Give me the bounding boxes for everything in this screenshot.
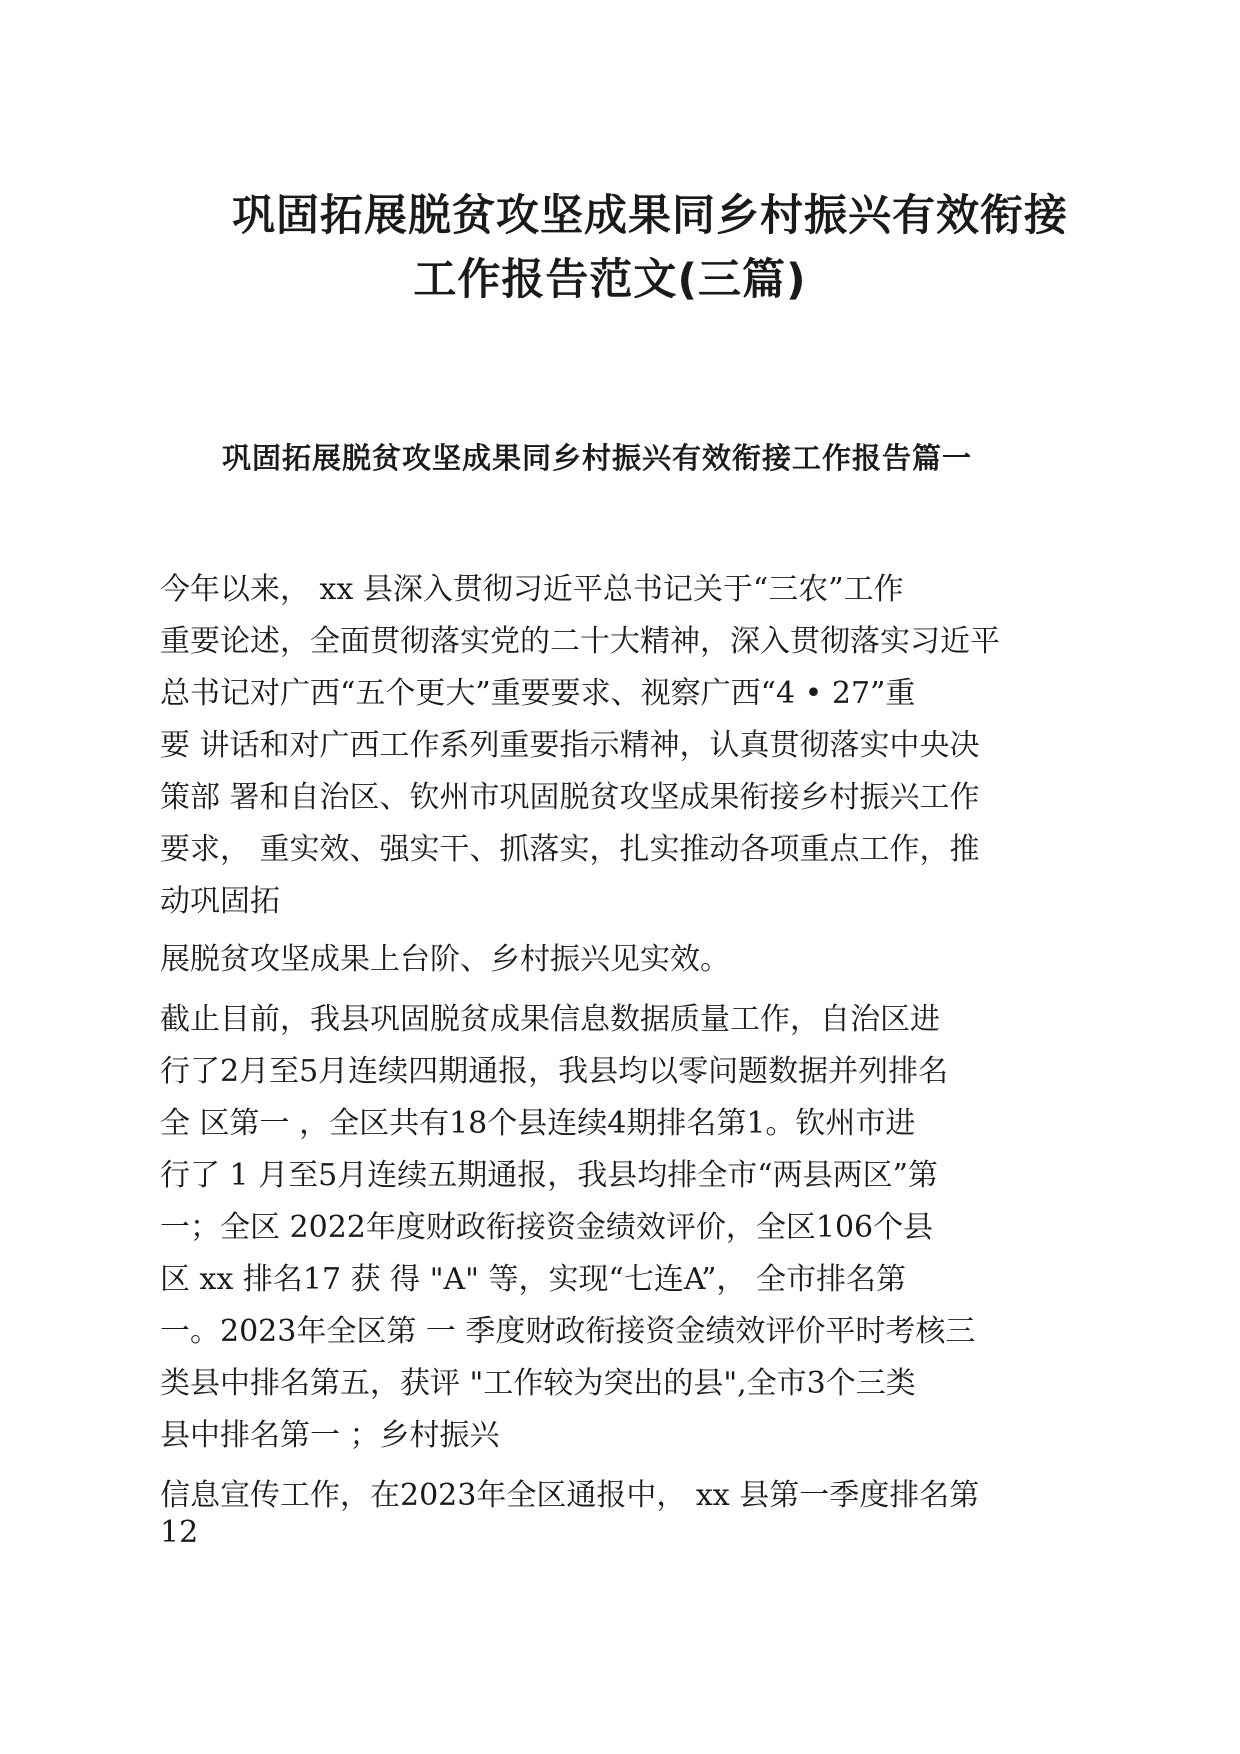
paragraph-4-line: 12 xyxy=(160,1515,199,1550)
paragraph-1-line: 总书记对广西“五个更大”重要要求、视察广西“4 • 27”重 xyxy=(160,676,916,711)
paragraph-3-line: 区 xx 排名17 获 得 "A" 等，实现“七连A”， 全市排名第 xyxy=(160,1262,906,1297)
paragraph-1-line: 要 讲话和对广西工作系列重要指示精神，认真贯彻落实中央决 xyxy=(160,728,980,763)
paragraph-3-line: 类县中排名第五，获评 "工作较为突出的县",全市3个三类 xyxy=(160,1366,916,1401)
paragraph-2-line: 展脱贫攻坚成果上台阶、乡村振兴见实效。 xyxy=(160,942,730,977)
paragraph-3-line: 一。2023年全区第 一 季度财政衔接资金绩效评价平时考核三 xyxy=(160,1314,976,1349)
paragraph-1-line: 策部 署和自治区、钦州市巩固脱贫攻坚成果衔接乡村振兴工作 xyxy=(160,780,980,815)
paragraph-3-line: 行了2月至5月连续四期通报，我县均以零问题数据并列排名 xyxy=(160,1054,949,1089)
paragraph-3-line: 一；全区 2022年度财政衔接资金绩效评价，全区106个县 xyxy=(160,1210,934,1245)
paragraph-1-line: 重要论述，全面贯彻落实党的二十大精神，深入贯彻落实习近平 xyxy=(160,624,1000,659)
section-heading: 巩固拓展脱贫攻坚成果同乡村振兴有效衔接工作报告篇一 xyxy=(222,441,973,475)
document-title-line-2: 工作报告范文(三篇) xyxy=(413,255,807,305)
paragraph-1-line: 今年以来， xx 县深入贯彻习近平总书记关于“三农”工作 xyxy=(160,572,904,607)
paragraph-1-line: 要求， 重实效、强实干、抓落实，扎实推动各项重点工作，推 xyxy=(160,832,980,867)
paragraph-3-line: 行了 1 月至5月连续五期通报，我县均排全市“两县两区”第 xyxy=(160,1158,938,1193)
paragraph-3-line: 县中排名第一 ；乡村振兴 xyxy=(160,1418,500,1453)
document-title-line-1: 巩固拓展脱贫攻坚成果同乡村振兴有效衔接 xyxy=(232,191,1068,241)
paragraph-4-line: 信息宣传工作，在2023年全区通报中， xx 县第一季度排名第 xyxy=(160,1478,980,1513)
paragraph-3-line: 截止目前，我县巩固脱贫成果信息数据质量工作，自治区进 xyxy=(160,1002,940,1037)
paragraph-3-line: 全 区第一 ，全区共有18个县连续4期排名第1。钦州市进 xyxy=(160,1106,916,1141)
paragraph-1-line: 动巩固拓 xyxy=(160,884,280,919)
